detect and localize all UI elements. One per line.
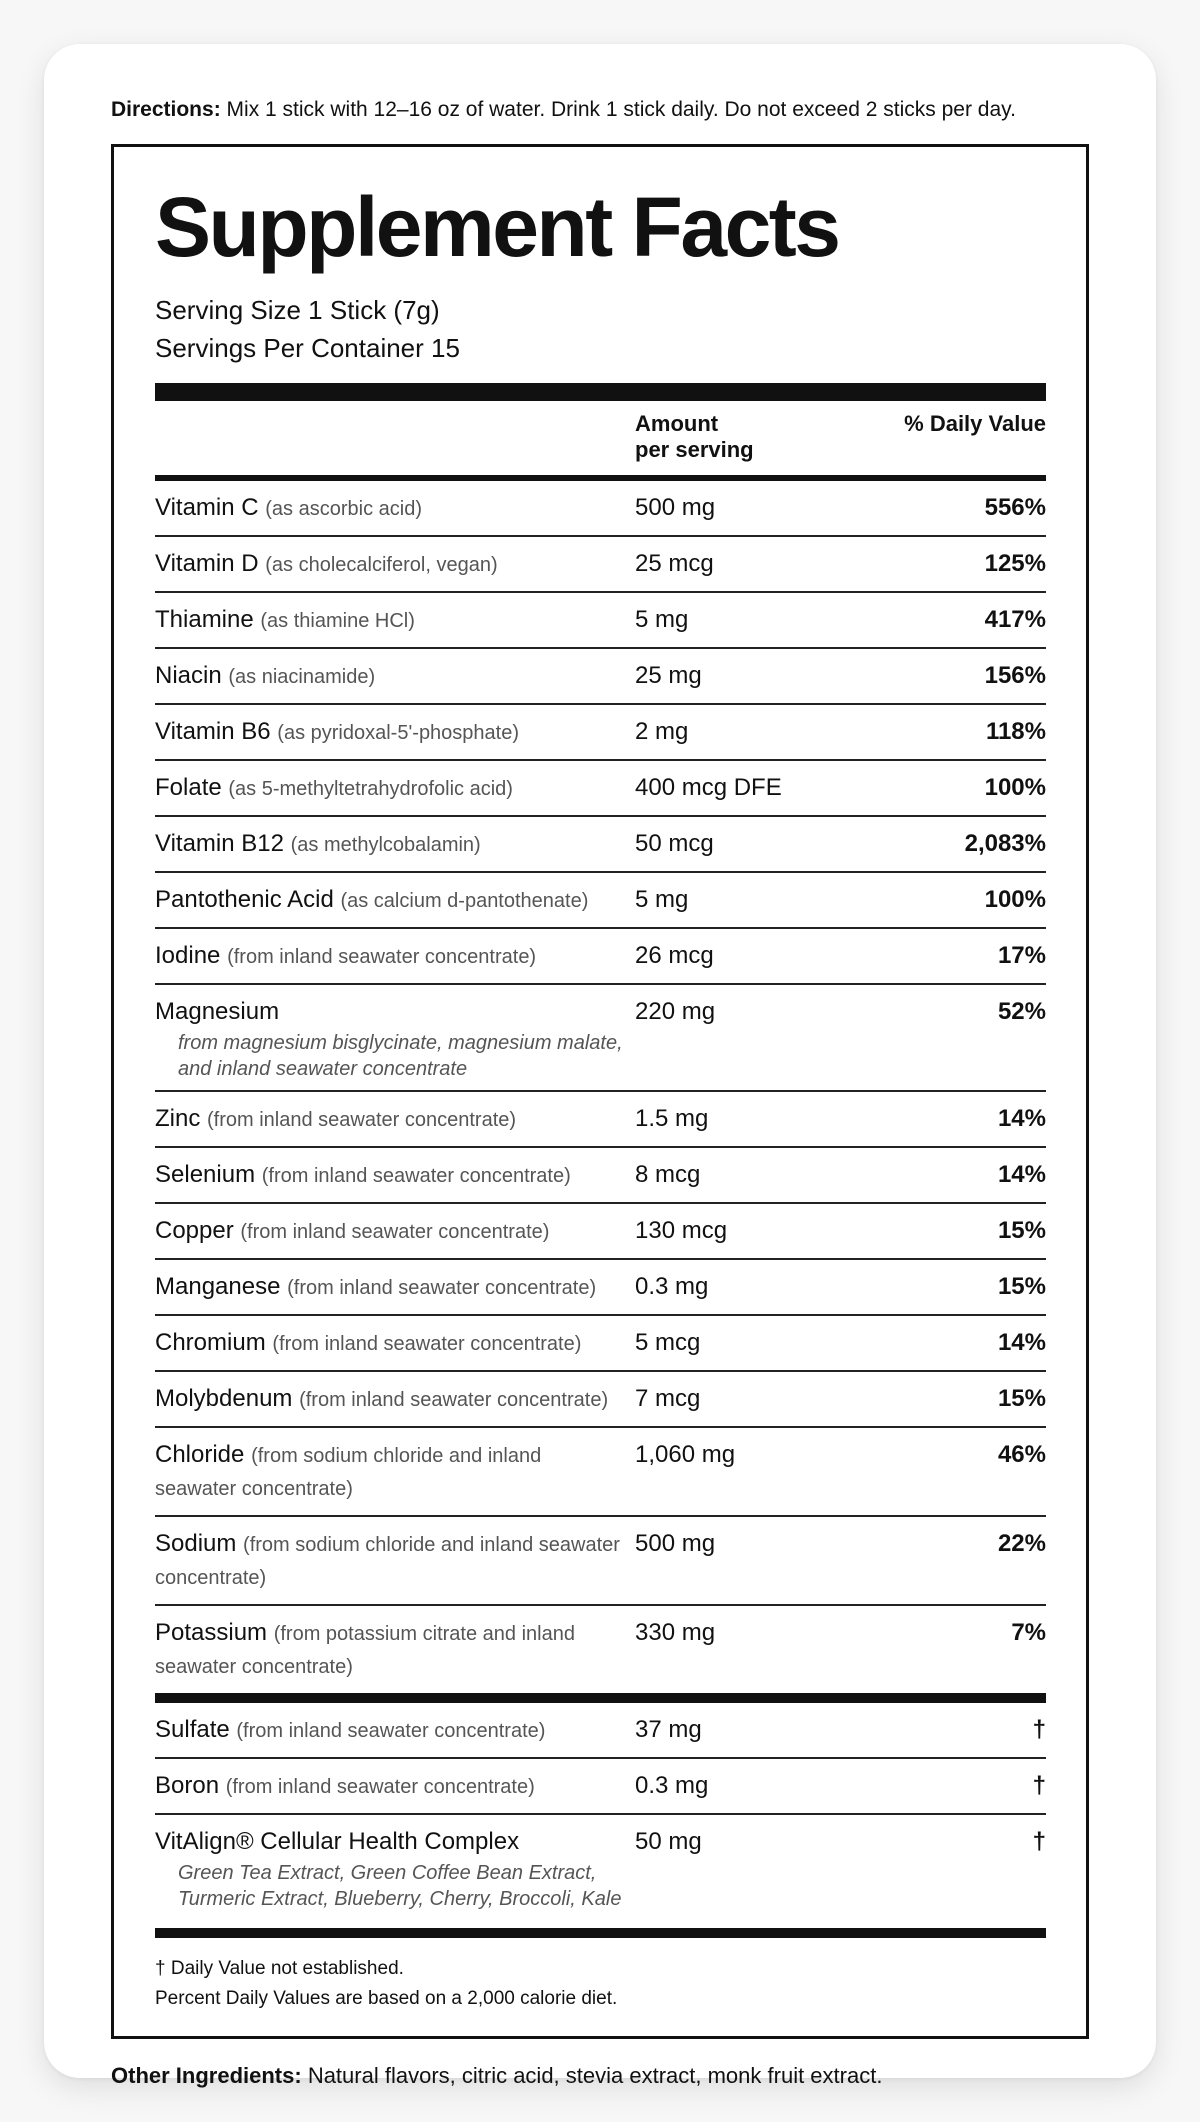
nutrient-name-cell (155, 492, 635, 525)
nutrient-name: Folate (155, 774, 222, 802)
directions-text: Mix 1 stick with 12–16 oz of water. Drink 1 stick daily. Do not exceed 2 sticks per day. (226, 98, 1016, 121)
amount-per-serving: 330 mg (635, 1619, 716, 1647)
daily-value: † (1032, 1772, 1046, 1800)
nutrient-name-cell (155, 1826, 635, 1912)
thick-divider (155, 383, 1046, 401)
other-ingredients-text: Natural flavors, citric acid, stevia extract, monk fruit extract. (307, 2063, 883, 2089)
nutrient-row (155, 537, 1046, 593)
daily-value: 14% (997, 1329, 1046, 1357)
footnote-daily-values: Percent Daily Values are based on a 2,000 calorie diet. (155, 1988, 618, 2010)
header-daily-value: % Daily Value (904, 411, 1046, 437)
nutrient-name: VitAlign® Cellular Health Complex (155, 1828, 520, 1856)
daily-value: 156% (984, 662, 1046, 690)
amount-per-serving: 130 mcg (635, 1217, 728, 1245)
nutrient-row (155, 593, 1046, 649)
label-card (44, 44, 1156, 2089)
nutrient-source: (from inland seawater concentrate) (225, 1776, 535, 1799)
nutrient-source: (from inland seawater concentrate) (272, 1333, 582, 1356)
nutrient-name: Thiamine (155, 606, 254, 634)
amount-per-serving: 25 mcg (635, 550, 714, 578)
nutrient-name: Chromium (155, 1329, 266, 1357)
nutrient-name-cell (155, 1271, 635, 1304)
nutrient-name: Potassium (155, 1619, 268, 1647)
nutrient-name-cell (155, 828, 635, 861)
amount-per-serving: 220 mg (635, 998, 716, 1026)
amount-per-serving: 0.3 mg (635, 1772, 709, 1800)
nutrient-name: Vitamin B12 (155, 830, 284, 858)
nutrient-name-cell (155, 884, 635, 917)
nutrient-name-cell (155, 660, 635, 693)
amount-per-serving: 7 mcg (635, 1385, 701, 1413)
daily-value: 417% (984, 606, 1046, 634)
servings-per-container: Servings Per Container 15 (155, 333, 460, 364)
nutrient-name: Boron (155, 1772, 220, 1800)
daily-value: 22% (997, 1530, 1046, 1558)
nutrient-source-detail: Green Tea Extract, Green Coffee Bean Extract, Turmeric Extract, Blueberry, Cherry, Broccoli, Kale (178, 1862, 622, 1911)
nutrient-source: (from sodium chloride and inland seawater concentrate) (155, 1534, 620, 1590)
header-amount-line2: per serving (635, 437, 754, 463)
amount-per-serving: 8 mcg (635, 1161, 701, 1189)
daily-value: 15% (997, 1385, 1046, 1413)
nutrient-name: Manganese (155, 1273, 281, 1301)
nutrient-name-cell (155, 1617, 635, 1683)
daily-value: 15% (997, 1273, 1046, 1301)
nutrient-source: (as 5-methyltetrahydrofolic acid) (228, 778, 513, 801)
nutrient-row (155, 1703, 1046, 1759)
nutrient-source: (as methylcobalamin) (290, 834, 481, 857)
daily-value: 125% (984, 550, 1046, 578)
nutrient-row (155, 1517, 1046, 1606)
bottom-divider (155, 1928, 1046, 1938)
nutrient-source: (from potassium citrate and inland seawater concentrate) (155, 1623, 575, 1679)
nutrient-name: Niacin (155, 662, 222, 690)
nutrient-name: Chloride (155, 1441, 245, 1469)
nutrient-name-cell (155, 1383, 635, 1416)
amount-per-serving: 500 mg (635, 494, 716, 522)
nutrient-source: (from inland seawater concentrate) (240, 1221, 550, 1244)
nutrient-row (155, 705, 1046, 761)
nutrient-list (155, 481, 1046, 1693)
nutrient-row (155, 1372, 1046, 1428)
footnote-dagger: † Daily Value not established. (155, 1958, 404, 1980)
amount-per-serving: 37 mg (635, 1716, 702, 1744)
nutrient-name-cell (155, 1439, 635, 1505)
other-ingredients (111, 2063, 1089, 2089)
nutrient-name-cell (155, 772, 635, 805)
nutrient-row (155, 649, 1046, 705)
nutrient-source: (from inland seawater concentrate) (287, 1277, 597, 1300)
nutrient-source: (from sodium chloride and inland seawater concentrate) (155, 1445, 542, 1501)
amount-per-serving: 25 mg (635, 662, 702, 690)
daily-value: 118% (985, 718, 1046, 746)
nutrient-row (155, 817, 1046, 873)
nutrient-name: Sodium (155, 1530, 237, 1558)
nutrient-name: Selenium (155, 1161, 256, 1189)
daily-value: 100% (984, 886, 1046, 914)
daily-value: 2,083% (964, 830, 1046, 858)
header-spacer (155, 411, 635, 463)
amount-per-serving: 5 mcg (635, 1329, 701, 1357)
daily-value: 14% (997, 1105, 1046, 1133)
nutrient-name: Sulfate (155, 1716, 230, 1744)
section-divider (155, 1693, 1046, 1703)
nutrient-name-cell (155, 940, 635, 973)
amount-per-serving: 400 mcg DFE (635, 774, 782, 802)
nutrient-row (155, 1316, 1046, 1372)
daily-value: 100% (984, 774, 1046, 802)
nutrient-row (155, 873, 1046, 929)
nutrient-row (155, 1148, 1046, 1204)
nutrient-name-cell (155, 548, 635, 581)
header-amount (635, 411, 875, 463)
nutrient-source: (from inland seawater concentrate) (236, 1720, 546, 1743)
daily-value: 556% (984, 494, 1046, 522)
nutrient-row (155, 1260, 1046, 1316)
nutrient-name: Iodine (155, 942, 221, 970)
amount-per-serving: 2 mg (635, 718, 689, 746)
nutrient-name-cell (155, 1215, 635, 1248)
daily-value: 46% (997, 1441, 1046, 1469)
nutrient-source: (from inland seawater concentrate) (207, 1109, 517, 1132)
column-header (155, 401, 1046, 475)
daily-value: † (1032, 1828, 1046, 1856)
nutrient-source: (as calcium d-pantothenate) (340, 890, 589, 913)
nutrient-name: Copper (155, 1217, 234, 1245)
nutrient-name-cell (155, 716, 635, 749)
nutrient-name: Pantothenic Acid (155, 886, 334, 914)
nutrient-source: (from inland seawater concentrate) (227, 946, 537, 969)
nutrient-row (155, 1815, 1046, 1920)
nutrient-source: (as thiamine HCl) (260, 610, 415, 633)
nutrient-source: (as niacinamide) (228, 666, 376, 689)
amount-per-serving: 1.5 mg (635, 1105, 709, 1133)
nutrient-row (155, 1092, 1046, 1148)
amount-per-serving: 5 mg (635, 886, 689, 914)
nutrient-row (155, 1606, 1046, 1693)
nutrient-name-cell (155, 1714, 635, 1747)
amount-per-serving: 26 mcg (635, 942, 714, 970)
nutrient-name: Vitamin D (155, 550, 259, 578)
nutrient-row (155, 1759, 1046, 1815)
nutrient-source: (as ascorbic acid) (265, 498, 422, 521)
nutrient-source: (as pyridoxal-5'-phosphate) (277, 722, 520, 745)
nutrient-row (155, 985, 1046, 1092)
directions-label: Directions: (111, 98, 221, 121)
nutrient-name-cell (155, 996, 635, 1082)
nutrient-row (155, 1204, 1046, 1260)
nutrient-name: Zinc (155, 1105, 201, 1133)
footnotes (155, 1938, 1046, 2014)
amount-per-serving: 0.3 mg (635, 1273, 709, 1301)
nutrient-name-cell (155, 1770, 635, 1803)
nutrient-name: Magnesium (155, 998, 280, 1026)
nutrient-row (155, 761, 1046, 817)
amount-per-serving: 500 mg (635, 1530, 716, 1558)
nutrient-source: (as cholecalciferol, vegan) (265, 554, 498, 577)
daily-value: 52% (997, 998, 1046, 1026)
amount-per-serving: 1,060 mg (635, 1441, 736, 1469)
nutrient-name: Vitamin C (155, 494, 259, 522)
directions (111, 96, 1089, 124)
daily-value: † (1032, 1716, 1046, 1744)
nutrient-name: Vitamin B6 (155, 718, 271, 746)
daily-value: 17% (997, 942, 1046, 970)
other-nutrient-list (155, 1703, 1046, 1920)
nutrient-name-cell (155, 1159, 635, 1192)
amount-per-serving: 5 mg (635, 606, 689, 634)
nutrient-name-cell (155, 604, 635, 637)
daily-value: 14% (997, 1161, 1046, 1189)
amount-per-serving: 50 mcg (635, 830, 714, 858)
nutrient-source: (from inland seawater concentrate) (299, 1389, 609, 1412)
nutrient-row (155, 481, 1046, 537)
nutrient-source-detail: from magnesium bisglycinate, magnesium malate, and inland seawater concentrate (178, 1032, 623, 1081)
supplement-facts-panel (111, 144, 1089, 2039)
nutrient-name: Molybdenum (155, 1385, 293, 1413)
nutrient-row (155, 1428, 1046, 1517)
facts-title: Supplement Facts (155, 180, 839, 275)
nutrient-row (155, 929, 1046, 985)
serving-size: Serving Size 1 Stick (7g) (155, 295, 440, 326)
daily-value: 7% (1011, 1619, 1046, 1647)
nutrient-name-cell (155, 1528, 635, 1594)
nutrient-name-cell (155, 1103, 635, 1136)
other-ingredients-label: Other Ingredients: (111, 2063, 302, 2089)
amount-per-serving: 50 mg (635, 1828, 702, 1856)
daily-value: 15% (997, 1217, 1046, 1245)
nutrient-source: (from inland seawater concentrate) (261, 1165, 571, 1188)
header-amount-line1: Amount (635, 411, 719, 437)
nutrient-name-cell (155, 1327, 635, 1360)
